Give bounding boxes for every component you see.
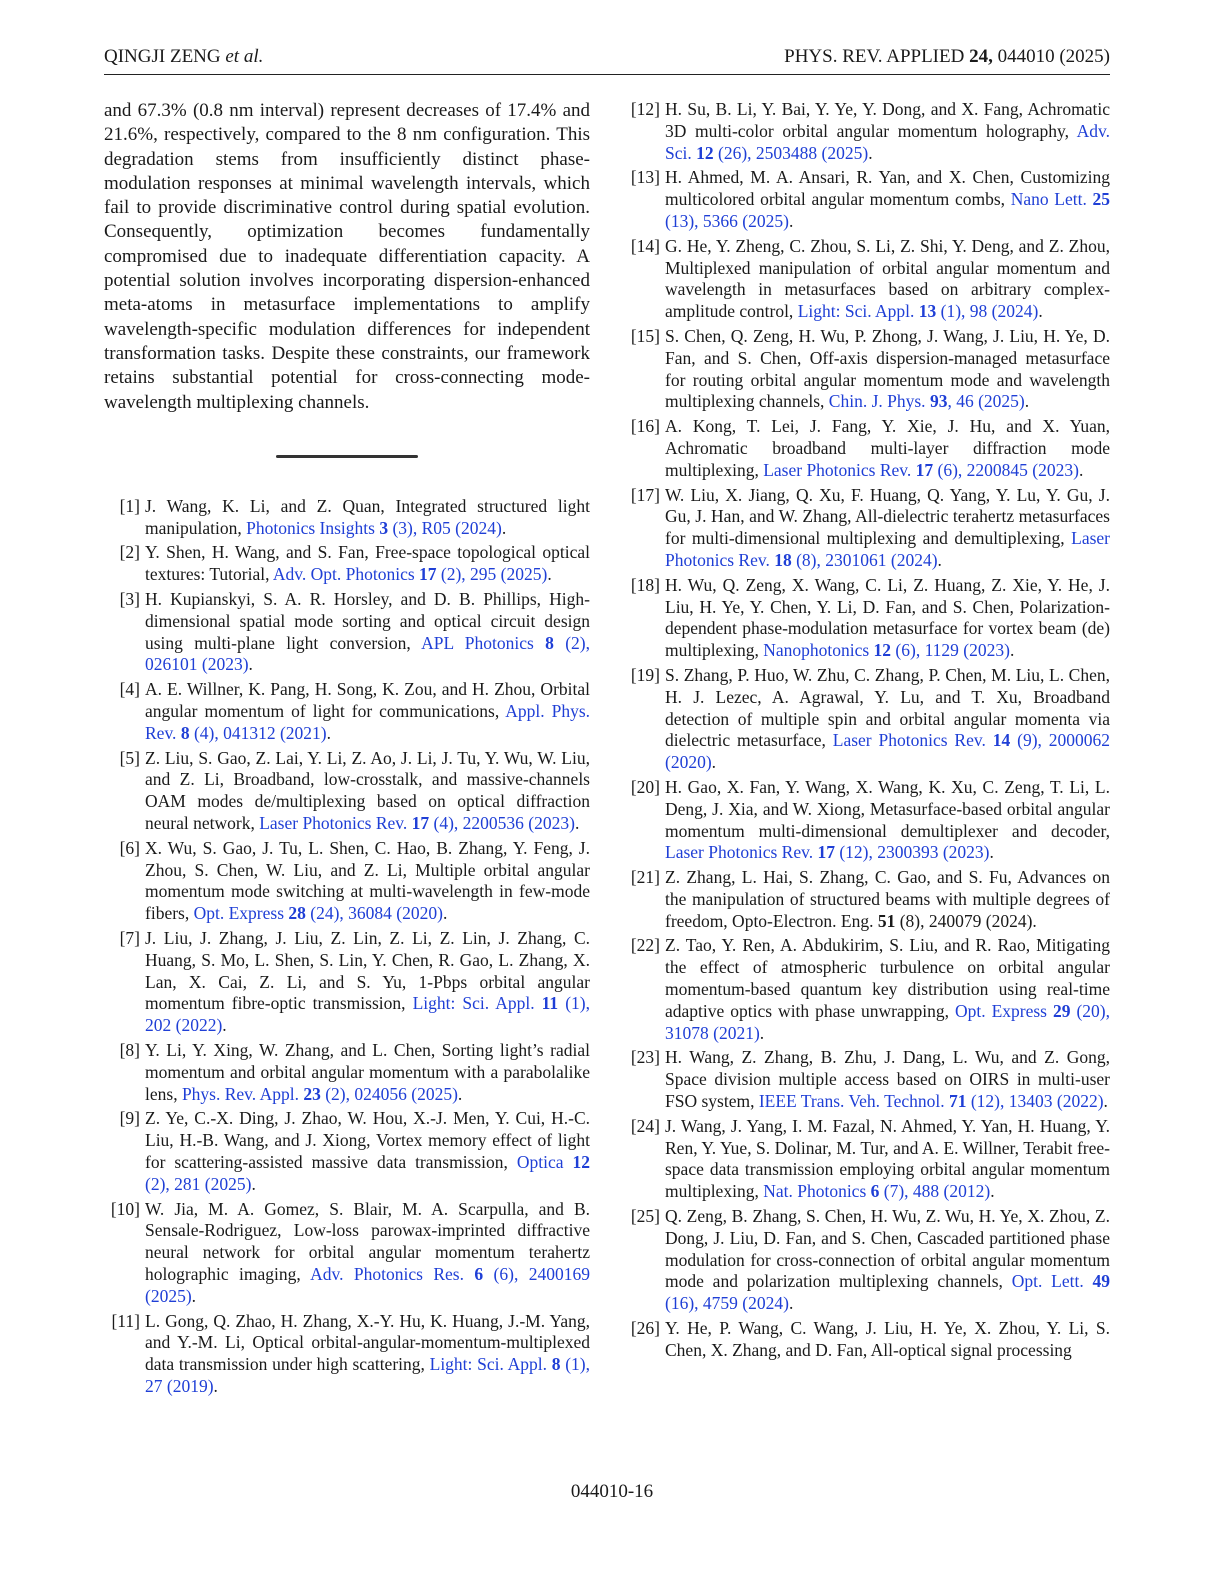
reference-journal: Laser Photonics Rev. — [665, 528, 1110, 570]
reference-end: . — [1038, 301, 1043, 322]
running-header — [104, 44, 1110, 72]
reference-volume: 3 — [379, 517, 389, 538]
reference-journal: Light: Sci. Appl. — [797, 301, 919, 322]
reference-text: Q. Zeng, B. Zhang, S. Chen, H. Wu, Z. Wu, H. Ye, X. Zhou, Z. Dong, J. Liu, D. Fan, and S. Chen, Cascaded partitioned phase modulation for cross-connection of orbital angular momentum mode and polarization multiplexing channels, — [665, 1206, 1110, 1292]
reference-text: A. E. Willner, K. Pang, H. Song, K. Zou, and H. Zhou, Orbital angular momentum of light for communications, — [145, 679, 590, 722]
reference-end: . — [222, 1015, 227, 1036]
reference-text: H. Su, B. Li, Y. Bai, Y. Ye, Y. Dong, and X. Fang, Achromatic 3D multi-color orbital angular momentum holography, — [665, 99, 1110, 141]
reference-journal: Optica — [516, 1151, 573, 1172]
reference-journal: Appl. Phys. Rev. — [145, 701, 591, 743]
reference-volume: 71 — [948, 1091, 967, 1112]
reference-end: . — [457, 1083, 463, 1104]
reference-item-11 — [104, 1311, 590, 1398]
reference-details: (1), 27 (2019) — [145, 1354, 590, 1396]
reference-details: (6), 1129 (2023) — [891, 640, 1010, 661]
reference-item-18 — [624, 575, 1110, 662]
reference-end: . — [574, 813, 580, 834]
reference-number: [2] — [119, 542, 140, 563]
reference-details: (1), 98 (2024) — [936, 301, 1039, 322]
reference-end: . — [442, 903, 448, 924]
reference-text: S. Zhang, P. Huo, W. Zhu, C. Zhang, P. Chen, M. Liu, L. Chen, H. J. Lezec, A. Agrawal, Y. Lu, and T. Xu, Broadband detection of multiple spin and orbital angular momenta via dielectric metasurface, — [665, 664, 1110, 751]
right-column — [624, 99, 1110, 1365]
reference-link[interactable] — [259, 813, 575, 833]
reference-text: Y. He, P. Wang, C. Wang, J. Liu, H. Ye, X. Zhou, Y. Li, S. Chen, X. Zhang, and D. Fan, All-optical signal processing — [665, 1318, 1110, 1360]
reference-list-right — [624, 99, 1110, 1362]
reference-link[interactable] — [665, 842, 990, 862]
reference-item-14 — [624, 236, 1110, 323]
reference-text: W. Liu, X. Jiang, Q. Xu, F. Huang, Q. Yang, Y. Lu, Y. Gu, J. Gu, J. Han, and W. Zhang, All-dielectric terahertz metasurfaces for multi-dimensional multiplexing and demultiplexing, — [665, 484, 1110, 549]
reference-details: (3), R05 (2024) — [388, 517, 502, 538]
reference-item-24 — [624, 1116, 1110, 1203]
reference-end: . — [937, 549, 942, 570]
reference-text: Y. Li, Y. Xing, W. Zhang, and L. Chen, Sorting light’s radial momentum and orbital angular momentum with a parabolalike lens, — [145, 1039, 590, 1104]
reference-volume: 14 — [992, 730, 1011, 751]
reference-text: Y. Shen, H. Wang, and S. Fan, Free-space topological optical textures: Tutorial, — [145, 542, 590, 585]
reference-link[interactable] — [763, 1181, 990, 1201]
reference-details: (20), 31078 (2021) — [665, 1000, 1111, 1043]
reference-journal: Nano Lett. — [1010, 189, 1093, 210]
reference-item-22 — [624, 935, 1110, 1044]
reference-item-20 — [624, 777, 1110, 864]
reference-volume: 17 — [915, 459, 934, 480]
reference-journal: Laser Photonics Rev. — [259, 813, 412, 834]
reference-number: [23] — [630, 1047, 660, 1068]
reference-details: (26), 2503488 (2025) — [713, 142, 869, 163]
reference-volume: 18 — [774, 549, 792, 570]
reference-text: X. Wu, S. Gao, J. Tu, L. Shen, C. Hao, B. Zhang, Y. Feng, J. Zhou, S. Chen, W. Liu, and Z. Li, Multiple orbital angular momentum mode switching at multi-wavelength in few-mode fibers, — [145, 837, 590, 924]
reference-details: (2), 281 (2025) — [145, 1173, 252, 1194]
reference-number: [9] — [119, 1108, 140, 1129]
reference-journal: Nanophotonics — [763, 640, 874, 661]
reference-details: (12), 2300393 (2023) — [834, 842, 990, 863]
reference-number: [26] — [630, 1318, 660, 1339]
reference-item-3 — [104, 589, 590, 676]
reference-volume: 12 — [572, 1151, 590, 1172]
reference-item-6 — [104, 838, 590, 925]
reference-journal: Adv. Opt. Photonics — [272, 564, 420, 585]
reference-text: J. Wang, J. Yang, I. M. Fazal, N. Ahmed, Y. Yan, H. Huang, Y. Ren, Y. Yue, S. Dolinar, M. Tur, and A. E. Willner, Terabit free-space data transmission employing orbital angular momentum multiplexing, — [665, 1115, 1110, 1202]
reference-journal: Laser Photonics Rev. — [832, 730, 993, 751]
reference-journal: Laser Photonics Rev. — [763, 459, 916, 480]
reference-details: (24), 36084 (2020) — [305, 903, 443, 924]
header-authors — [104, 44, 263, 70]
reference-number: [24] — [630, 1115, 660, 1136]
reference-end: . — [1078, 459, 1084, 480]
reference-details: (12), 13403 (2022) — [966, 1091, 1104, 1112]
reference-item-5 — [104, 748, 590, 835]
reference-end: . — [547, 564, 552, 585]
reference-journal: Opt. Express — [193, 903, 289, 924]
reference-details: (6), 2400169 (2025) — [145, 1263, 590, 1306]
section-separator — [276, 455, 418, 458]
header-journal-article: 044010 (2025) — [992, 46, 1110, 67]
reference-link[interactable] — [273, 564, 547, 584]
reference-volume: 13 — [918, 301, 937, 322]
reference-end: . — [213, 1375, 218, 1396]
reference-volume: 93 — [929, 391, 948, 412]
reference-number: [25] — [630, 1206, 660, 1227]
reference-text: H. Wang, Z. Zhang, B. Zhu, J. Dang, L. Wu, and Z. Gong, Space division multiple access based on OIRS in multi-user FSO system, — [665, 1047, 1110, 1112]
reference-number: [14] — [630, 235, 660, 256]
reference-journal: Photonics Insights — [246, 517, 380, 538]
reference-number: [3] — [119, 589, 140, 610]
reference-number: [22] — [630, 935, 660, 956]
reference-text: A. Kong, T. Lei, J. Fang, Y. Xie, J. Hu, and X. Yuan, Achromatic broadband multi-layer diffraction mode multiplexing, — [665, 416, 1110, 480]
reference-details: (2), 024056 (2025) — [320, 1083, 458, 1104]
reference-details: (4), 041312 (2021) — [189, 722, 327, 743]
reference-volume: 12 — [873, 640, 892, 661]
reference-text: Z. Liu, S. Gao, Z. Lai, Y. Li, Z. Ao, J. Li, J. Tu, Y. Wu, W. Liu, and Z. Li, Broadband, low-crosstalk, and massive-channels OAM modes de/multiplexing based on optical diffraction neural network, — [145, 747, 590, 834]
reference-end: . — [326, 722, 331, 743]
reference-link[interactable] — [829, 391, 1025, 411]
body-paragraph: and 67.3% (0.8 nm interval) represent decreases of 17.4% and 21.6%, respectively, compared to the 8 nm configuration. This degradation stems from insufficiently distinct phase-modulation responses at minimal wavelength intervals, which fail to provide discriminative control during spatial evolution. Consequently, optimization becomes fundamentally compromised due to inadequate differentiation capacity. A potential solution involves incorporating dispersion-enhanced meta-atoms in metasurface implementations to amplify wavelength-specific modulation differences for independent transformation tasks. Despite these constraints, our framework retains substantial potential for cross-connecting mode-wavelength multiplexing channels. — [104, 100, 590, 413]
reference-item-21 — [624, 867, 1110, 932]
reference-end: (8), 240079 (2024). — [895, 910, 1037, 931]
reference-number: [19] — [630, 664, 660, 685]
reference-end: . — [1024, 391, 1030, 412]
reference-volume: 51 — [877, 910, 896, 931]
reference-number: [12] — [630, 99, 660, 119]
left-column — [104, 99, 590, 1401]
reference-number: [15] — [630, 325, 660, 346]
reference-end: . — [191, 1285, 197, 1306]
reference-number: [13] — [630, 167, 660, 188]
reference-link[interactable] — [798, 301, 1039, 321]
reference-text: Z. Ye, C.-X. Ding, J. Zhao, W. Hou, X.-J. Men, Y. Cui, H.-C. Liu, H.-B. Wang, and J. Xiong, Vortex memory effect of light for scattering-assisted massive data transmission, — [145, 1108, 590, 1172]
reference-journal: Laser Photonics Rev. — [665, 842, 818, 863]
reference-text: W. Jia, M. A. Gomez, S. Blair, M. A. Scarpulla, and B. Sensale-Rodriguez, Low-loss parowax-imprinted diffractive neural network for orbital angular momentum terahertz holographic imaging, — [145, 1198, 590, 1284]
reference-number: [8] — [119, 1039, 140, 1060]
reference-volume: 8 — [545, 632, 554, 653]
reference-link[interactable] — [246, 518, 502, 538]
reference-number: [1] — [119, 495, 140, 516]
reference-volume: 6 — [870, 1181, 880, 1202]
reference-end: . — [868, 142, 873, 163]
reference-journal: IEEE Trans. Veh. Technol. — [758, 1091, 949, 1112]
reference-volume: 6 — [474, 1263, 484, 1284]
reference-volume: 29 — [1052, 1000, 1071, 1021]
reference-details: (1), 202 (2022) — [145, 993, 590, 1036]
reference-text: H. Wu, Q. Zeng, X. Wang, C. Li, Z. Huang, Z. Xie, Y. He, J. Liu, H. Ye, Y. Chen, Y. Li, D. Fan, and S. Chen, Polarization-dependent phase-modulation metasurface for vortex beam (de) multiplexing, — [665, 574, 1110, 661]
reference-end: . — [990, 1181, 995, 1202]
reference-number: [16] — [630, 416, 660, 437]
reference-details: (7), 488 (2012) — [879, 1181, 991, 1202]
reference-item-4 — [104, 679, 590, 744]
reference-volume: 17 — [419, 564, 437, 585]
header-journal — [784, 44, 1110, 70]
reference-volume: 28 — [288, 903, 306, 924]
reference-text: J. Wang, K. Li, and Z. Quan, Integrated structured light manipulation, — [145, 495, 590, 538]
reference-number: [7] — [119, 928, 140, 948]
reference-volume: 25 — [1092, 189, 1110, 210]
reference-end: . — [1103, 1091, 1108, 1112]
reference-details: (8), 2301061 (2024) — [791, 549, 938, 570]
header-authors-etal: et al. — [225, 46, 264, 67]
reference-text: Z. Tao, Y. Ren, A. Abdukirim, S. Liu, and R. Rao, Mitigating the effect of atmospheric turbulence on orbital angular momentum-based quantum key distribution using real-time adaptive optics with phase unwrapping, — [665, 935, 1110, 1021]
reference-number: [18] — [630, 574, 660, 595]
reference-item-16 — [624, 416, 1110, 481]
reference-journal: Chin. J. Phys. — [828, 391, 930, 412]
reference-item-17 — [624, 485, 1110, 572]
reference-item-15 — [624, 326, 1110, 413]
reference-item-1 — [104, 496, 590, 540]
reference-journal: Light: Sci. Appl. — [429, 1354, 552, 1375]
reference-volume: 8 — [551, 1354, 561, 1375]
reference-journal: Light: Sci. Appl. — [412, 993, 542, 1014]
reference-item-9 — [104, 1108, 590, 1195]
reference-text: G. He, Y. Zheng, C. Zhou, S. Li, Z. Shi, Y. Deng, and Z. Zhou, Multiplexed manipulation of orbital angular momentum and wavelength in metasurfaces based on arbitrary complex-amplitude control, — [665, 235, 1110, 322]
reference-journal: Phys. Rev. Appl. — [181, 1083, 304, 1104]
reference-item-2 — [104, 542, 590, 586]
reference-number: [4] — [119, 679, 140, 700]
header-authors-name: QINGJI ZENG — [104, 46, 226, 67]
reference-number: [6] — [119, 837, 140, 858]
reference-number: [10] — [110, 1198, 140, 1219]
reference-number: [21] — [630, 867, 660, 888]
header-rule — [104, 74, 1110, 75]
reference-journal: Opt. Express — [954, 1000, 1053, 1021]
reference-end: . — [788, 1293, 794, 1314]
reference-number: [11] — [111, 1310, 140, 1331]
reference-item-10 — [104, 1199, 590, 1308]
reference-details: (2), 295 (2025) — [436, 564, 548, 585]
reference-text: H. Ahmed, M. A. Ansari, R. Yan, and X. Chen, Customizing multicolored orbital angular momentum combs, — [665, 167, 1110, 210]
reference-volume: 17 — [411, 813, 430, 834]
reference-text: S. Chen, Q. Zeng, H. Wu, P. Zhong, J. Wang, J. Liu, H. Ye, D. Fan, and S. Chen, Off-axis dispersion-managed metasurface for routing orbital angular momentum mode and wavelength multiplexing channels, — [665, 325, 1110, 412]
reference-details: (4), 2200536 (2023) — [429, 813, 575, 834]
reference-item-13 — [624, 167, 1110, 232]
reference-details: (9), 2000062 (2020) — [665, 730, 1111, 773]
reference-list-left — [104, 496, 590, 1398]
reference-end: . — [1009, 640, 1015, 661]
reference-number: [5] — [119, 747, 140, 768]
reference-item-26 — [624, 1318, 1110, 1362]
reference-item-12 — [624, 99, 1110, 164]
reference-journal: Nat. Photonics — [763, 1181, 871, 1202]
reference-journal: APL Photonics — [421, 632, 546, 653]
reference-item-25 — [624, 1206, 1110, 1315]
reference-end: . — [248, 654, 253, 675]
reference-journal: Opt. Lett. — [1011, 1271, 1093, 1292]
reference-details: (16), 4759 (2024) — [665, 1293, 789, 1314]
reference-details: (6), 2200845 (2023) — [933, 459, 1079, 480]
reference-end: . — [501, 517, 507, 538]
reference-end: . — [759, 1022, 765, 1043]
reference-details: (2), 026101 (2023) — [145, 632, 590, 675]
reference-volume: 12 — [696, 142, 714, 163]
reference-volume: 8 — [180, 722, 190, 743]
reference-link[interactable] — [763, 640, 1010, 660]
header-journal-volume: 24, — [969, 46, 993, 67]
reference-number: [17] — [630, 484, 660, 505]
reference-link[interactable] — [194, 903, 443, 923]
reference-text: L. Gong, Q. Zhao, H. Zhang, X.-Y. Hu, K. Huang, J.-M. Yang, and Y.-M. Li, Optical orbital-angular-momentum-multiplexed data transmission under high scattering, — [145, 1310, 590, 1375]
reference-item-7 — [104, 928, 590, 1037]
reference-text: H. Gao, X. Fan, Y. Wang, X. Wang, K. Xu, C. Zeng, T. Li, L. Deng, J. Xia, and W. Xiong, Metasurface-based orbital angular momentum multi-dimensional demultiplexer and decoder, — [665, 776, 1110, 841]
reference-link[interactable] — [759, 1091, 1104, 1111]
reference-link[interactable] — [763, 460, 1079, 480]
reference-text: H. Kupianskyi, S. A. R. Horsley, and D. B. Phillips, High-dimensional spatial mode sorting and optical circuit design using multi-plane light conversion, — [145, 589, 590, 653]
reference-journal: Adv. Photonics Res. — [310, 1263, 475, 1284]
reference-link[interactable] — [182, 1084, 458, 1104]
reference-journal: Adv. Sci. — [665, 120, 1110, 163]
reference-volume: 23 — [303, 1083, 321, 1104]
reference-item-23 — [624, 1047, 1110, 1112]
reference-volume: 49 — [1092, 1271, 1111, 1292]
header-journal-name: PHYS. REV. APPLIED — [784, 46, 970, 67]
page-number: 044010-16 — [570, 1481, 654, 1502]
reference-number: [20] — [630, 776, 660, 797]
reference-end: . — [251, 1173, 256, 1194]
reference-details: , 46 (2025) — [947, 391, 1025, 412]
reference-text: J. Liu, J. Zhang, J. Liu, Z. Lin, Z. Li, Z. Lin, J. Zhang, C. Huang, S. Mo, L. Shen, S. Lin, Y. Chen, R. Gao, L. Zhang, X. Lan, X. Cai, Z. Li, and S. Yu, 1-Pbps orbital angular momentum fibre-optic transmission, — [145, 928, 590, 1014]
reference-volume: 17 — [817, 842, 835, 863]
reference-item-19 — [624, 665, 1110, 774]
reference-details: (13), 5366 (2025) — [665, 210, 789, 231]
reference-end: . — [989, 842, 994, 863]
reference-volume: 11 — [541, 993, 559, 1014]
reference-end: . — [788, 210, 794, 231]
reference-end: . — [711, 752, 717, 773]
reference-item-8 — [104, 1040, 590, 1105]
reference-text: Z. Zhang, L. Hai, S. Zhang, C. Gao, and S. Fu, Advances on the manipulation of structured beams with multiple degrees of freedom, Opto-Electron. Eng. — [665, 867, 1110, 931]
